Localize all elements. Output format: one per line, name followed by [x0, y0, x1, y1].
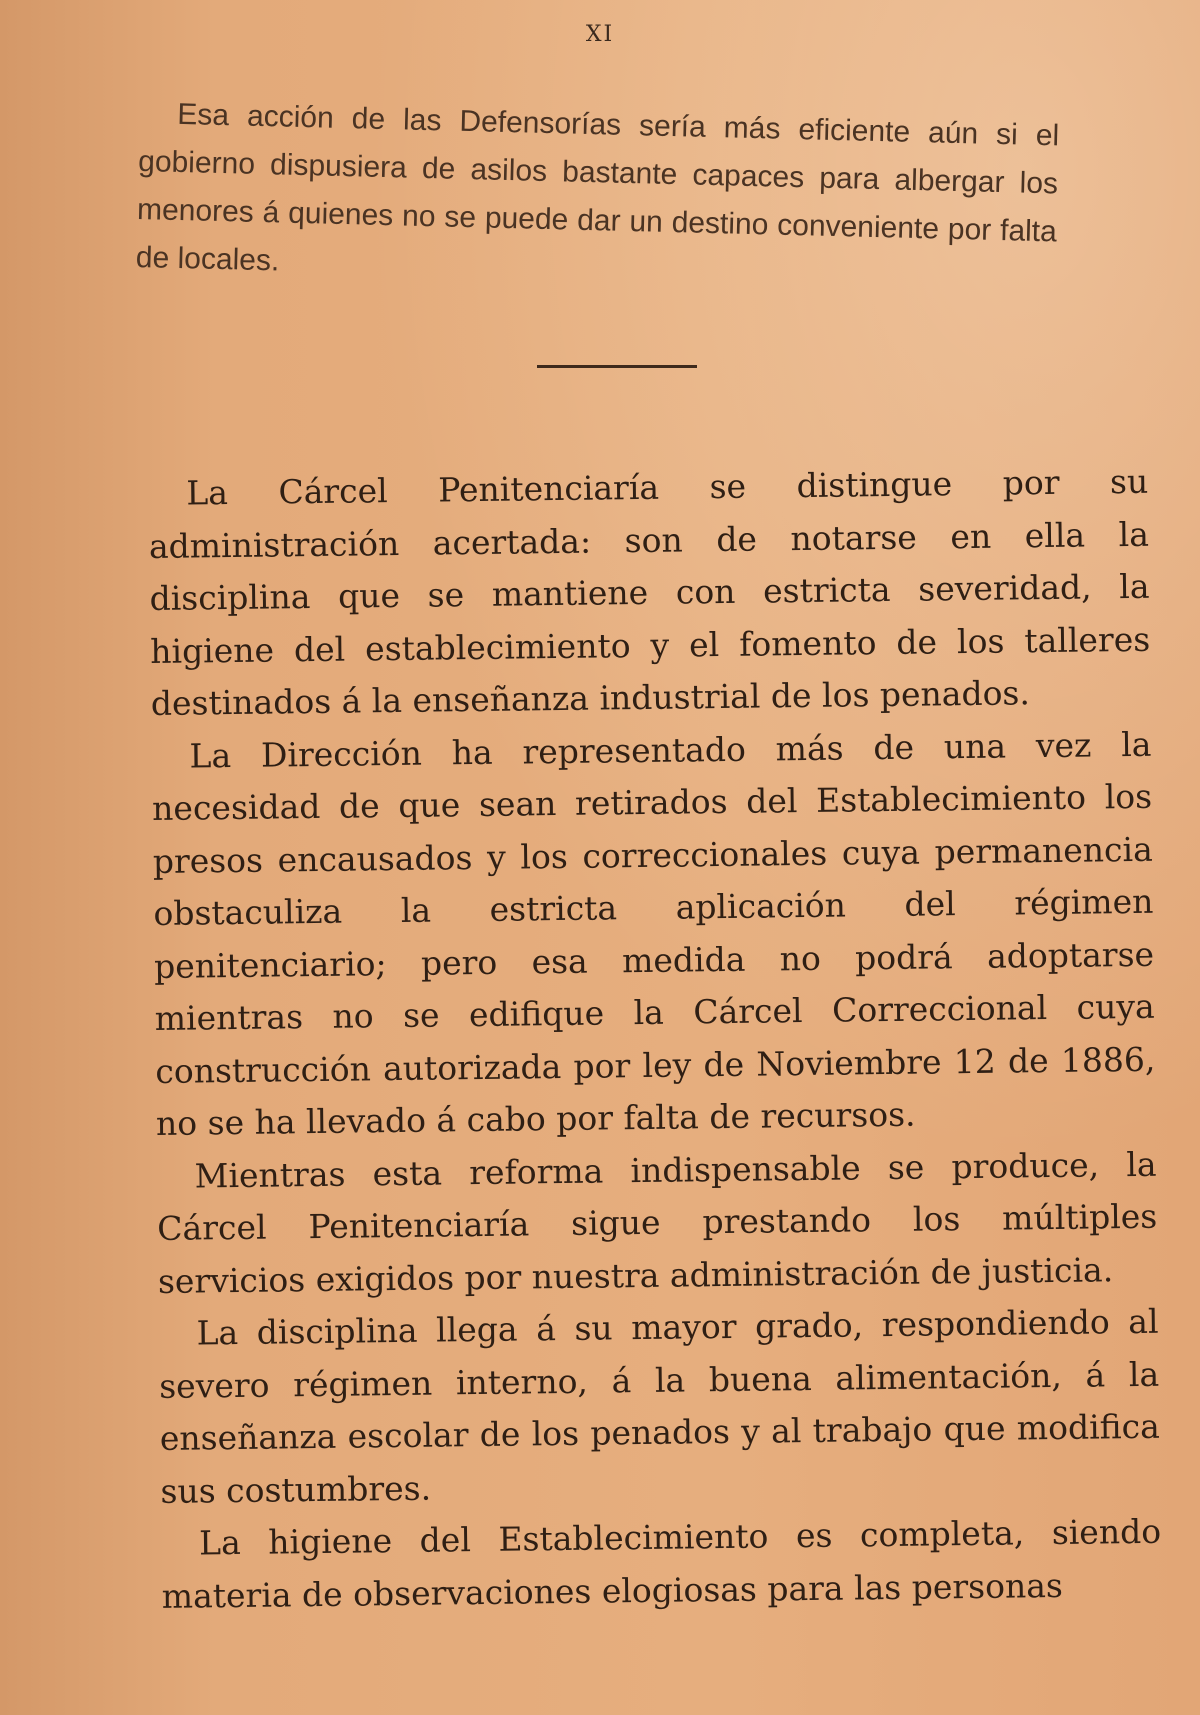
- paragraph-higiene: La higiene del Establecimiento es completa, siendo materia de observaciones elogiosas para las personas: [161, 1511, 1162, 1616]
- paragraph-defensorias: Esa acción de las Defensorías sería más eficiente aún si el gobierno dispusiera de asilos bastante capaces para albergar los menores á quienes no se puede dar un destino conveniente por falta de locales.: [135, 97, 1060, 278]
- paragraph-disciplina: La disciplina llega á su mayor grado, respondiendo al severo régimen interno, á la buena alimentación, á la enseñanza escolar de los penados y al trabajo que modifica sus costumbres.: [158, 1301, 1161, 1511]
- paragraph-carcel-penitenciaria: La Cárcel Penitenciaría se distingue por su administración acertada: son de notarse en ella la disciplina que se mantiene con estricta severidad, la higiene del establecimiento y el fomento de los talleres destinados á la enseñanza industrial de los penados.: [148, 461, 1151, 723]
- page-number: XI: [585, 22, 615, 47]
- paragraph-direccion: La Dirección ha representado más de una vez la necesidad de que sean retirados del Establecimiento los presos encausados y los correccionales cuya permanencia obstaculiza la estricta aplicación del régimen penitenciario; pero esa medida no podrá adoptarse mientras no se edifique la Cárcel Correccional cuya construcción autorizada por ley de Noviembre 12 de 1886, no se ha llevado á cabo por falta de recursos.: [151, 724, 1156, 1143]
- section-separator-rule: [537, 365, 697, 368]
- main-text-block: [148, 456, 1162, 1623]
- top-paragraph-block: [135, 90, 1059, 304]
- paragraph-reforma: Mientras esta reforma indispensable se produce, la Cárcel Penitenciaría sigue prestando los múltiples servicios exigidos por nuestra administración de justicia.: [157, 1144, 1158, 1301]
